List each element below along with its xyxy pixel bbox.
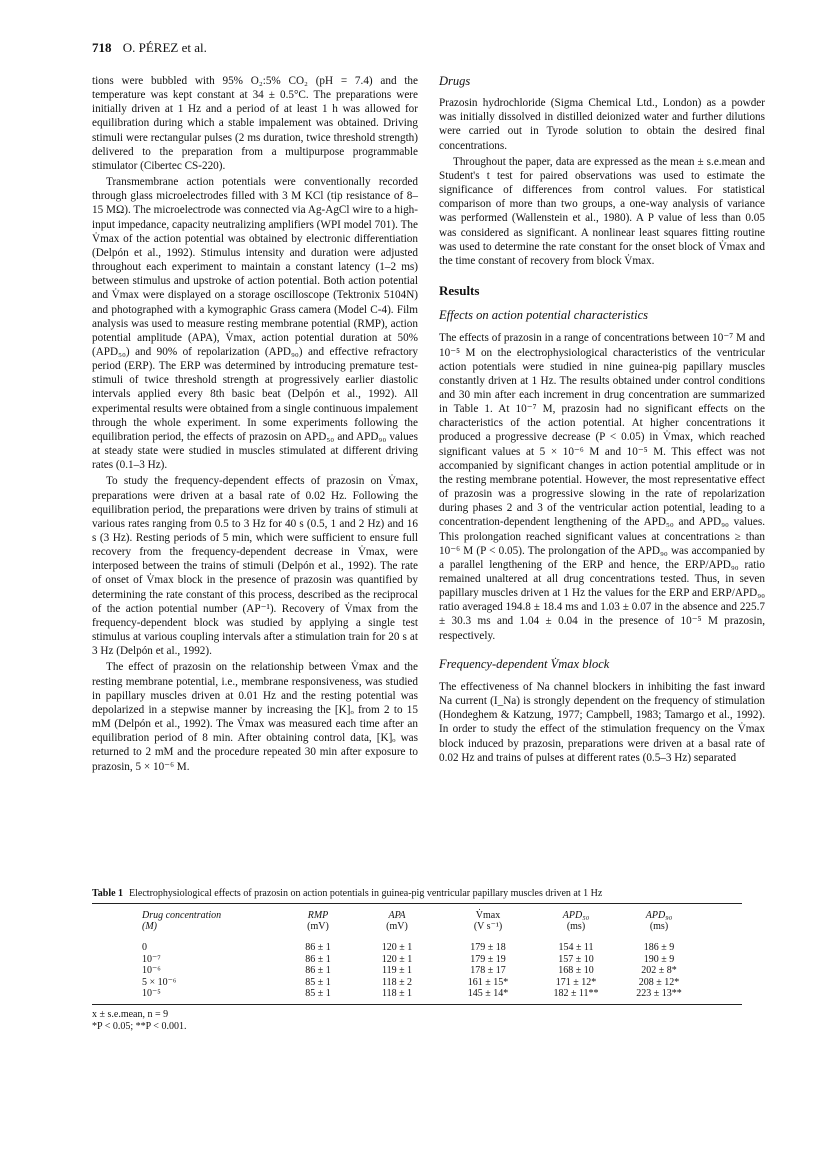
cell-rmp: 86 ± 1 [305,965,331,976]
cell-apa: 119 ± 1 [381,965,413,976]
header-vmax: V̇max (V s⁻¹) [473,910,503,932]
cell-apd50: 171 ± 12* [555,976,597,988]
table-row [142,988,702,1000]
results-heading: Results [439,283,480,299]
cell-apa: 120 ± 1 [381,953,413,965]
header-apd50: APD₅₀ (ms) [562,910,590,932]
table-row [142,965,702,977]
header-apd90: APD₉₀ (ms) [645,910,673,932]
cell-apd90: 208 ± 12* [638,976,680,988]
cell-vmax: 179 ± 18 [470,942,506,953]
cell-apd50: 157 ± 10 [558,953,594,965]
cell-apd50: 168 ± 10 [558,965,594,976]
cell-apd50: 154 ± 11 [558,942,594,953]
frequency-heading: Frequency-dependent V̇max block [439,656,610,671]
table-label: Table 1 [92,888,124,899]
table-bottom-rule [92,1004,742,1005]
table-top-rule [92,903,742,904]
header-apa: APA (mV) [386,910,408,932]
drugs-paragraph-1: Prazosin hydrochloride (Sigma Chemical Ltd., London) as a powder was initially dissolved in distilled deionized water and further dilutions were carried out in Tyrode solution to obtain the desired final concentrations. [439,97,765,152]
cell-apd90: 186 ± 9 [643,942,675,953]
page-number: 718 [92,40,112,55]
methods-paragraph-1: tions were bubbled with 95% O₂:5% CO₂ (pH = 7.4) and the temperature was kept constant at 34 ± 0.5°C. The preparations were initially driven at 1 Hz and a period of at least 1 h was allowed for equilibration during which a stable impalement was obtained. Driving stimuli were rectangular pulses (2 ms duration, twice threshold strength) delivered to the preparation from a multipurpose programmable stimulator (Cibertec CS-220). [92,75,418,172]
running-header [92,40,207,56]
cell-apa: 118 ± 2 [381,976,413,988]
cell-vmax: 161 ± 15* [467,976,509,988]
cell-apa: 120 ± 1 [381,942,413,953]
cell-apa: 118 ± 1 [381,988,413,999]
cell-concentration: 0 [142,942,147,953]
cell-concentration: 10⁻⁵ [142,988,161,999]
frequency-paragraph: The effectiveness of Na channel blockers in inhibiting the fast inward Na current (I_Na) is strongly dependent on the frequency of stimulation (Hondeghem & Katzung, 1977; Campbell, 1983; Tamargo et al., 1992). In order to study the effect of the stimulation frequency on the V̇max block induced by prazosin, preparations were driven at a basal rate of 0.02 Hz and trains of pulses at different rates (0.5–3 Hz) separated [439,680,765,764]
cell-vmax: 145 ± 14* [467,988,509,999]
table-footnote-mean: x ± s.e.mean, n = 9 [92,1008,169,1020]
cell-apd90: 190 ± 9 [643,953,675,965]
right-column [439,74,765,765]
cell-rmp: 86 ± 1 [305,953,331,965]
table-1 [92,888,742,1033]
data-table [142,910,702,1000]
cell-vmax: 179 ± 19 [470,953,506,965]
effects-paragraph: The effects of prazosin in a range of concentrations between 10⁻⁷ M and 10⁻⁵ M on the electrophysiological characteristics of the ventricular action potentials were studied in nine guinea-pig papillary muscles constantly driven at 1 Hz. The results obtained under control conditions and 30 min after each increment in drug concentration are summarized in Table 1. At 10⁻⁷ M, prazosin had no significant effects on the characteristics of the action potential. At higher concentrations it produced a progressive decrease (P < 0.05) in V̇max, which reached significant values at 5 × 10⁻⁶ M and 10⁻⁵ M. This effect was not accompanied by significant changes in action potential amplitude or in the resting membrane potential. However, the most representative effect of prazosin was a progressive slowing in the rate of repolarization during phases 2 and 3 of the ventricular action potential, leading to a concentration-dependent lengthening of the APD₅₀ and APD₉₀ values. This prolongation reached significant values at concentrations ≥ than 10⁻⁶ M (P < 0.05). The prolongation of the APD₉₀ was accompanied by a parallel lengthening of the ERP and hence, the ERP/APD₉₀ ratio remained unaltered at all drug concentrations tested. Thus, in seven papillary muscles driven at 1 Hz the values for the ERP and ERP/APD₉₀ ratio averaged 194.8 ± 18.4 ms and 1.03 ± 0.07 in the absence and 225.7 ± 30.3 ms and 1.04 ± 0.04 in the presence of 10⁻⁵ M prazosin, respectively. [439,332,765,642]
cell-rmp: 85 ± 1 [305,988,331,999]
cell-concentration: 10⁻⁷ [142,953,161,965]
cell-rmp: 85 ± 1 [305,976,331,988]
cell-concentration: 5 × 10⁻⁶ [142,976,177,988]
table-footnote-significance: *P < 0.05; **P < 0.001. [92,1020,187,1032]
drugs-paragraph-2: Throughout the paper, data are expressed as the mean ± s.e.mean and Student's t test for paired observations was used to estimate the significance of differences from control values. For statistical comparison of more than two groups, a one-way analysis of variance was performed (Wallenstein et al., 1980). A P value of less than 0.05 was considered as significant. A nonlinear least squares fitting routine was used to determine the rate constant for the onset block of V̇max and the time constant of recovery from block V̇max. [439,155,765,267]
table-row [142,954,702,966]
header-rmp: RMP (mV) [307,910,329,932]
left-column [92,74,418,774]
cell-apd50: 182 ± 11** [553,988,599,999]
table-caption-text: Electrophysiological effects of prazosin on action potentials in guinea-pig ventricular papillary muscles driven at 1 Hz [129,888,603,899]
table-row [142,942,702,954]
cell-rmp: 86 ± 1 [305,942,331,953]
methods-paragraph-2: Transmembrane action potentials were conventionally recorded through glass microelectrodes filled with 3 M KCl (tip resistance of 8–15 MΩ). The microelectrode was connected via Ag-AgCl wire to a high-input impedance, capacity neutralizing amplifiers (WPI model 701). The V̇max of the action potential was obtained by electronic differentiation (Delpón et al., 1992). Stimulus intensity and duration were adjusted throughout each experiment to maintain a constant latency (1–2 ms) between stimulus and upstroke of action potential. Both action potential and V̇max were displayed on a storage oscilloscope (Tektronix 5104N) and photographed with a kymographic Grass camera (Model C-4). Film analysis was used to measure resting membrane potential (RMP), action potential amplitude (APA), V̇max, action potential duration at 50% (APD₅₀) and 90% of repolarization (APD₉₀) and effective refractory period (ERP). The ERP was determined by introducing premature test-stimuli of twice threshold strength at progressively earlier diastolic intervals applied every 8th basic beat (Delpón et al., 1992). All experimental results were obtained from a single continuous impalement through the whole experiment. In some experiments following the equilibration period, the effects of prazosin on APD₅₀ and APD₉₀ values at steady state were studied in muscles stimulated at different driving rates (0.1–3 Hz). [92,176,418,472]
header-drug-concentration: Drug concentration (M) [142,910,222,932]
running-author: O. PÉREZ et al. [122,40,207,55]
cell-vmax: 178 ± 17 [470,965,506,976]
methods-paragraph-4: The effect of prazosin on the relationship between V̇max and the resting membrane potential, i.e., membrane responsiveness, was studied in papillary muscles driven at 0.01 Hz and the resting potential was depolarized in a stepwise manner by increasing the [K]ₒ from 2 to 15 mM (Delpón et al., 1992). The V̇max was measured each time after an equilibration period of 8 min. After obtaining control data, [K]ₒ was returned to 2 mM and the procedure repeated 30 min after exposure to prazosin, 5 × 10⁻⁶ M. [92,661,418,773]
table-row [142,977,702,989]
cell-apd90: 202 ± 8* [641,965,677,976]
table-caption [92,888,742,899]
effects-heading: Effects on action potential characteristics [439,308,648,323]
cell-concentration: 10⁻⁶ [142,965,161,976]
cell-apd90: 223 ± 13** [636,988,682,999]
table-header-row [142,910,702,942]
drugs-heading: Drugs [439,74,471,88]
table-footnotes [92,1009,742,1033]
methods-paragraph-3: To study the frequency-dependent effects of prazosin on V̇max, preparations were driven at a basal rate of 0.02 Hz. Following the equilibration period, the preparations were driven by trains of stimuli at various rates ranging from 0.5 to 3 Hz for 40 s (0.5, 1 and 2 Hz) and 16 s (3 Hz). Resting periods of 5 min, which were sufficient to ensure full recovery from the frequency-dependent decrease in V̇max, were interposed between the trains of stimuli (Delpón et al., 1992). The rate of onset of V̇max block in the presence of prazosin was quantified by determining the rate constant of this process, described as the reciprocal of the action potential number (AP⁻¹). Recovery of V̇max from the frequency-dependent block was studied by applying a single test stimulus at various coupling intervals after a stimulation train for 20 s at 3 Hz (Delpón et al., 1992). [92,475,418,658]
